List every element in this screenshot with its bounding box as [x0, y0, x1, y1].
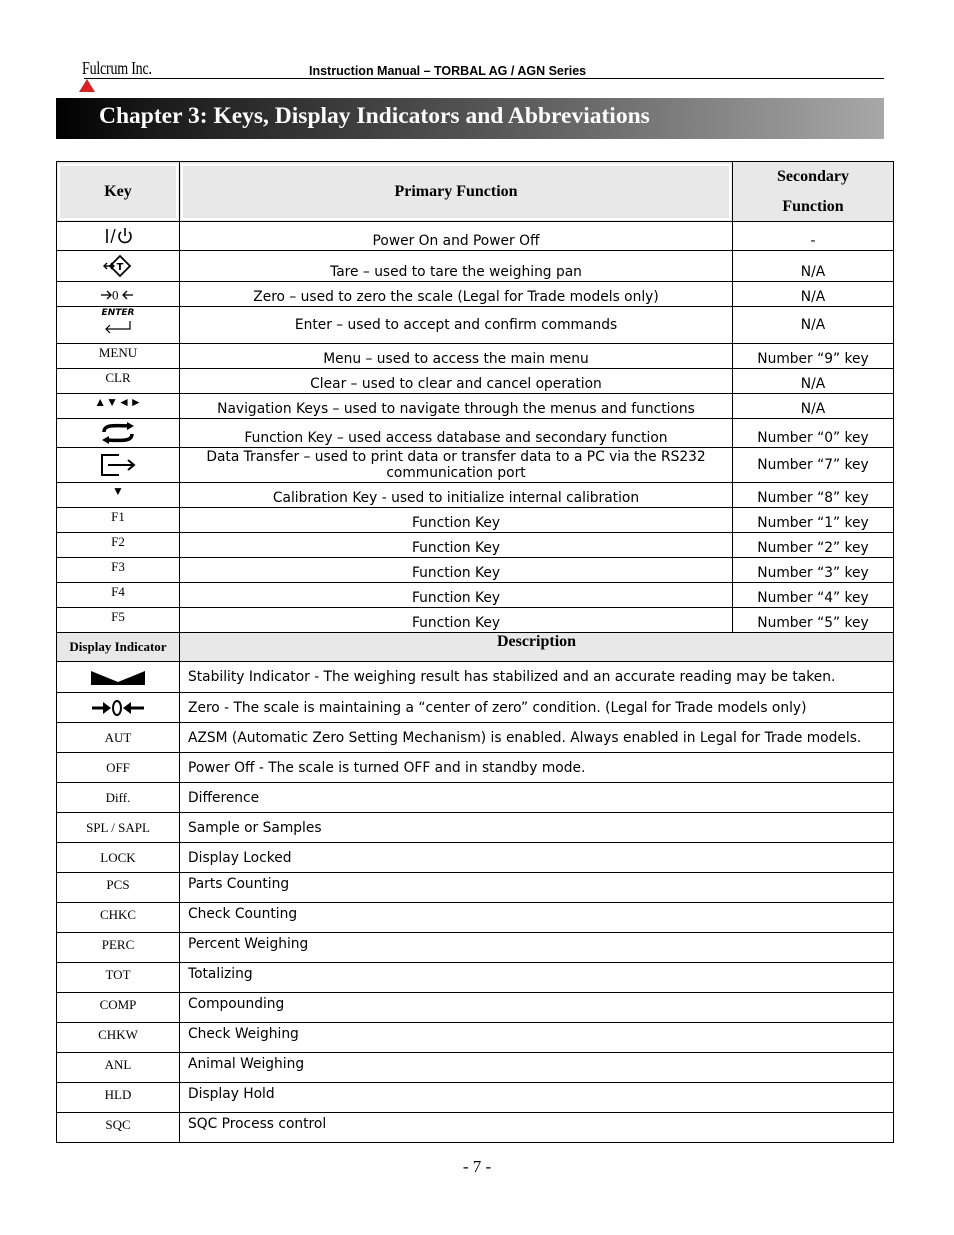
table-row — [57, 903, 894, 933]
indicator-cell: HLD — [57, 1083, 180, 1113]
table-row — [57, 448, 894, 483]
key-cell: CLR — [57, 369, 180, 394]
keys-table — [56, 161, 894, 1143]
table-row — [57, 307, 894, 344]
key-cell — [57, 251, 180, 282]
indicator-description: AZSM (Automatic Zero Setting Mechanism) is enabled. Always enabled in Legal for Trade models. — [180, 723, 894, 753]
company-logo: Fulcrum Inc. — [82, 58, 152, 78]
col-secondary-header: Secondary Function — [733, 162, 894, 222]
indicator-cell: CHKW — [57, 1023, 180, 1053]
key-cell: F5 — [57, 608, 180, 633]
primary-function: Clear – used to clear and cancel operation — [180, 369, 733, 394]
table-row — [57, 693, 894, 723]
table-row — [57, 783, 894, 813]
key-cell: F4 — [57, 583, 180, 608]
indicator-description: Difference — [180, 783, 894, 813]
logo-triangle-icon — [79, 79, 95, 92]
indicator-description: Power Off - The scale is turned OFF and in standby mode. — [180, 753, 894, 783]
indicator-cell: CHKC — [57, 903, 180, 933]
table-row — [57, 344, 894, 369]
secondary-function: N/A — [733, 282, 894, 307]
table-row — [57, 583, 894, 608]
key-cell — [57, 282, 180, 307]
chapter-banner — [56, 98, 884, 139]
function-arrows-icon — [100, 421, 136, 445]
table-row — [57, 369, 894, 394]
indicator-cell: AUT — [57, 723, 180, 753]
table-row — [57, 963, 894, 993]
indicator-cell: SQC — [57, 1113, 180, 1143]
table-row — [57, 1053, 894, 1083]
calibration-key-icon: ▼ — [57, 483, 180, 508]
secondary-function: N/A — [733, 307, 894, 344]
table-row — [57, 419, 894, 448]
table-row — [57, 558, 894, 583]
primary-function: Power On and Power Off — [180, 222, 733, 251]
chapter-title: Chapter 3: Keys, Display Indicators and Abbreviations — [99, 103, 650, 129]
indicator-description: Check Weighing — [180, 1023, 894, 1053]
key-cell: F3 — [57, 558, 180, 583]
secondary-function: N/A — [733, 394, 894, 419]
table-row — [57, 608, 894, 633]
col-description-header: Description — [180, 633, 894, 662]
table-row — [57, 1113, 894, 1143]
primary-function: Data Transfer – used to print data or transfer data to a PC via the RS232 communication port — [180, 448, 733, 483]
secondary-function: Number “9” key — [733, 344, 894, 369]
indicator-description: Parts Counting — [180, 873, 894, 903]
header-title: Instruction Manual – TORBAL AG / AGN Series — [309, 64, 587, 78]
table-row — [57, 843, 894, 873]
primary-function: Function Key — [180, 583, 733, 608]
secondary-function: Number “8” key — [733, 483, 894, 508]
table-row — [57, 993, 894, 1023]
col-key-header: Key — [57, 162, 180, 222]
indicator-cell: SPL / SAPL — [57, 813, 180, 843]
tare-icon — [103, 254, 133, 278]
table-header-row — [57, 162, 894, 222]
primary-function: Function Key — [180, 608, 733, 633]
header-rule — [84, 78, 884, 79]
primary-function: Navigation Keys – used to navigate through the menus and functions — [180, 394, 733, 419]
indicator-cell: OFF — [57, 753, 180, 783]
key-cell: F1 — [57, 508, 180, 533]
primary-function: Function Key – used access database and secondary function — [180, 419, 733, 448]
primary-function: Function Key — [180, 558, 733, 583]
indicator-description: Zero - The scale is maintaining a “center of zero” condition. (Legal for Trade models only) — [180, 693, 894, 723]
table-row — [57, 508, 894, 533]
table-row — [57, 1023, 894, 1053]
table-row — [57, 394, 894, 419]
col-primary-header: Primary Function — [180, 162, 733, 222]
table-row — [57, 873, 894, 903]
table-row — [57, 933, 894, 963]
primary-function: Zero – used to zero the scale (Legal for Trade models only) — [180, 282, 733, 307]
secondary-function: N/A — [733, 369, 894, 394]
table-row — [57, 813, 894, 843]
table-row — [57, 533, 894, 558]
indicator-cell: LOCK — [57, 843, 180, 873]
table-row — [57, 222, 894, 251]
secondary-function: Number “4” key — [733, 583, 894, 608]
indicator-description: Stability Indicator - The weighing result has stabilized and an accurate reading may be taken. — [180, 662, 894, 693]
indicator-description: Percent Weighing — [180, 933, 894, 963]
zero-icon — [99, 287, 137, 303]
primary-function: Function Key — [180, 533, 733, 558]
indicator-description: Totalizing — [180, 963, 894, 993]
enter-label: ENTER — [101, 308, 135, 318]
secondary-function: Number “3” key — [733, 558, 894, 583]
secondary-function: Number “5” key — [733, 608, 894, 633]
table-row — [57, 1083, 894, 1113]
key-cell: MENU — [57, 344, 180, 369]
svg-text:T: T — [116, 262, 124, 273]
key-cell — [57, 307, 180, 344]
key-cell: F2 — [57, 533, 180, 558]
primary-function: Enter – used to accept and confirm commands — [180, 307, 733, 344]
power-icon — [103, 226, 133, 246]
indicator-description: Display Locked — [180, 843, 894, 873]
primary-function: Function Key — [180, 508, 733, 533]
key-cell — [57, 448, 180, 483]
stability-icon — [90, 670, 146, 686]
secondary-function: Number “1” key — [733, 508, 894, 533]
primary-function: Tare – used to tare the weighing pan — [180, 251, 733, 282]
secondary-function: N/A — [733, 251, 894, 282]
key-cell — [57, 222, 180, 251]
secondary-function: - — [733, 222, 894, 251]
table-row — [57, 282, 894, 307]
indicator-description: Animal Weighing — [180, 1053, 894, 1083]
indicator-cell: COMP — [57, 993, 180, 1023]
primary-function: Menu – used to access the main menu — [180, 344, 733, 369]
indicator-cell: PCS — [57, 873, 180, 903]
primary-function: Calibration Key - used to initialize internal calibration — [180, 483, 733, 508]
indicator-cell: ANL — [57, 1053, 180, 1083]
indicator-description: Compounding — [180, 993, 894, 1023]
enter-icon — [102, 320, 134, 334]
table-row — [57, 251, 894, 282]
indicator-description: Check Counting — [180, 903, 894, 933]
indicator-cell — [57, 662, 180, 693]
indicator-description: SQC Process control — [180, 1113, 894, 1143]
page-number: - 7 - — [462, 1157, 492, 1176]
table-row — [57, 723, 894, 753]
indicator-cell: TOT — [57, 963, 180, 993]
table-row — [57, 753, 894, 783]
indicator-cell: Diff. — [57, 783, 180, 813]
indicator-description: Sample or Samples — [180, 813, 894, 843]
navigation-keys-icon: ▲▼◄► — [57, 394, 180, 419]
secondary-function: Number “2” key — [733, 533, 894, 558]
indicator-description: Display Hold — [180, 1083, 894, 1113]
indicator-header-row — [57, 633, 894, 662]
indicator-cell — [57, 693, 180, 723]
col-display-indicator-header: Display Indicator — [57, 633, 180, 662]
svg-text:0: 0 — [112, 287, 119, 302]
table-row — [57, 662, 894, 693]
indicator-cell: PERC — [57, 933, 180, 963]
data-transfer-icon — [99, 452, 137, 478]
secondary-function: Number “7” key — [733, 448, 894, 483]
table-row — [57, 483, 894, 508]
key-cell — [57, 419, 180, 448]
secondary-function: Number “0” key — [733, 419, 894, 448]
zero-indicator-icon — [91, 699, 145, 717]
